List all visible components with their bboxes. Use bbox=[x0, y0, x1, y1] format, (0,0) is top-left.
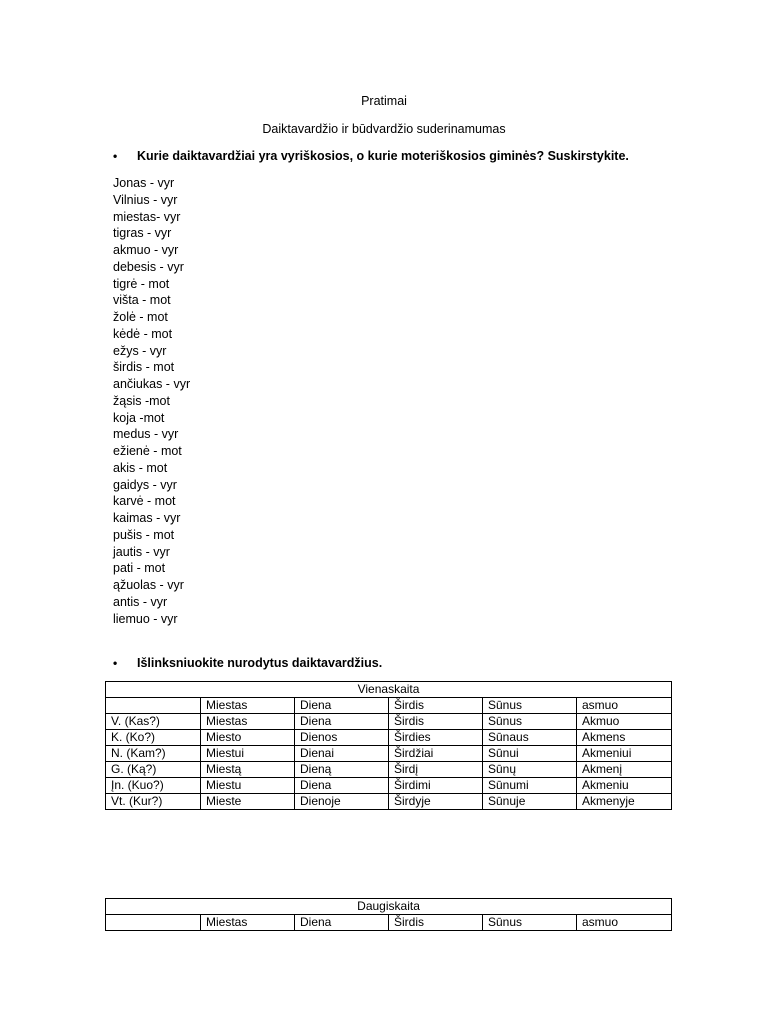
table-header-row bbox=[106, 698, 672, 714]
table-cell: Vt. (Kur?) bbox=[106, 794, 201, 810]
table-cell: Akmeniui bbox=[577, 746, 672, 762]
table-caption-row bbox=[106, 899, 672, 915]
list-item: Vilnius - vyr bbox=[113, 192, 178, 207]
list-item: ąžuolas - vyr bbox=[113, 578, 184, 592]
list-item: višta - mot bbox=[113, 293, 171, 308]
table-cell: Sūnus bbox=[483, 698, 577, 714]
table-cell: Širdis bbox=[389, 915, 483, 931]
table-cell: Širdyje bbox=[389, 794, 483, 810]
page-subtitle: Daiktavardžio ir būdvardžio suderinamumas bbox=[262, 122, 506, 136]
table-cell: Akmens bbox=[577, 730, 672, 746]
table-cell: Širdies bbox=[389, 730, 483, 746]
list-item: ežys - vyr bbox=[113, 343, 167, 358]
list-item: žolė - mot bbox=[113, 310, 168, 324]
task-1-text: Kurie daiktavardžiai yra vyriškosios, o kurie moteriškosios giminės? Suskirstykite. bbox=[137, 149, 629, 163]
table-cell: Miesto bbox=[201, 730, 295, 746]
table-row bbox=[106, 778, 672, 794]
table-caption: Daugiskaita bbox=[106, 899, 672, 915]
table-cell: Širdį bbox=[389, 762, 483, 778]
list-item: ežienė - mot bbox=[113, 444, 182, 458]
table-cell: Mieste bbox=[201, 794, 295, 810]
table-row bbox=[106, 794, 672, 810]
table-cell: Miestas bbox=[201, 714, 295, 730]
table-caption-row bbox=[106, 682, 672, 698]
list-item: pati - mot bbox=[113, 561, 166, 576]
table-cell: Miestą bbox=[201, 762, 295, 778]
table-cell: Įn. (Kuo?) bbox=[106, 778, 201, 794]
list-item: akmuo - vyr bbox=[113, 243, 179, 257]
list-item: žąsis -mot bbox=[113, 393, 170, 408]
table-row bbox=[106, 746, 672, 762]
table-cell: Miestu bbox=[201, 778, 295, 794]
list-item: kaimas - vyr bbox=[113, 511, 181, 525]
list-item: gaidys - vyr bbox=[113, 477, 177, 492]
list-item: medus - vyr bbox=[113, 427, 179, 442]
table-cell: Sūnus bbox=[483, 915, 577, 931]
table-cell: K. (Ko?) bbox=[106, 730, 201, 746]
task-2-text: Išlinksniuokite nurodytus daiktavardžius. bbox=[137, 656, 383, 670]
table-cell: Sūnaus bbox=[483, 730, 577, 746]
table-cell: Miestas bbox=[201, 915, 295, 931]
table-cell: Sūnų bbox=[483, 762, 577, 778]
table-caption: Vienaskaita bbox=[106, 682, 672, 698]
word-list bbox=[113, 175, 190, 627]
table-row bbox=[106, 730, 672, 746]
table-cell: Miestui bbox=[201, 746, 295, 762]
table-header-row bbox=[106, 915, 672, 931]
plural-declension-table bbox=[105, 898, 672, 931]
list-item: tigrė - mot bbox=[113, 276, 170, 291]
table-cell bbox=[106, 698, 201, 714]
list-item: liemuo - vyr bbox=[113, 611, 178, 626]
list-item: akis - mot bbox=[113, 460, 168, 475]
table-cell: G. (Ką?) bbox=[106, 762, 201, 778]
table-cell: Sūnumi bbox=[483, 778, 577, 794]
table-cell: Miestas bbox=[201, 698, 295, 714]
table-cell bbox=[106, 915, 201, 931]
table-row bbox=[106, 714, 672, 730]
table-cell: Širdimi bbox=[389, 778, 483, 794]
list-item: kėdė - mot bbox=[113, 326, 173, 341]
table-cell: Sūnuje bbox=[483, 794, 577, 810]
table-cell: Širdžiai bbox=[389, 746, 483, 762]
table-cell: Diena bbox=[295, 714, 389, 730]
list-item: debesis - vyr bbox=[113, 259, 184, 274]
table-cell: N. (Kam?) bbox=[106, 746, 201, 762]
table-cell: Akmuo bbox=[577, 714, 672, 730]
list-item: ančiukas - vyr bbox=[113, 377, 191, 391]
table-cell: Diena bbox=[295, 778, 389, 794]
table-row bbox=[106, 762, 672, 778]
table-cell: Dienos bbox=[295, 730, 389, 746]
list-item: karvė - mot bbox=[113, 494, 176, 509]
list-item: širdis - mot bbox=[113, 360, 175, 375]
list-item: jautis - vyr bbox=[113, 544, 170, 559]
list-item: tigras - vyr bbox=[113, 226, 172, 241]
table-cell: Dieną bbox=[295, 762, 389, 778]
table-cell: Dienoje bbox=[295, 794, 389, 810]
page-title: Pratimai bbox=[361, 94, 407, 108]
table-cell: V. (Kas?) bbox=[106, 714, 201, 730]
table-cell: Sūnus bbox=[483, 714, 577, 730]
table-cell: Akmenį bbox=[577, 762, 672, 778]
table-cell: Širdis bbox=[389, 698, 483, 714]
table-cell: Diena bbox=[295, 698, 389, 714]
bullet-icon: • bbox=[113, 149, 118, 163]
list-item: antis - vyr bbox=[113, 594, 168, 609]
table-cell: Diena bbox=[295, 915, 389, 931]
list-item: pušis - mot bbox=[113, 527, 175, 542]
singular-declension-table bbox=[105, 681, 672, 810]
list-item: koja -mot bbox=[113, 410, 165, 425]
table-cell: asmuo bbox=[577, 698, 672, 714]
table-cell: Akmenyje bbox=[577, 794, 672, 810]
bullet-icon: • bbox=[113, 656, 118, 670]
table-cell: asmuo bbox=[577, 915, 672, 931]
table-cell: Sūnui bbox=[483, 746, 577, 762]
table-cell: Dienai bbox=[295, 746, 389, 762]
list-item: miestas- vyr bbox=[113, 209, 181, 224]
table-cell: Širdis bbox=[389, 714, 483, 730]
list-item: Jonas - vyr bbox=[113, 176, 175, 190]
table-cell: Akmeniu bbox=[577, 778, 672, 794]
